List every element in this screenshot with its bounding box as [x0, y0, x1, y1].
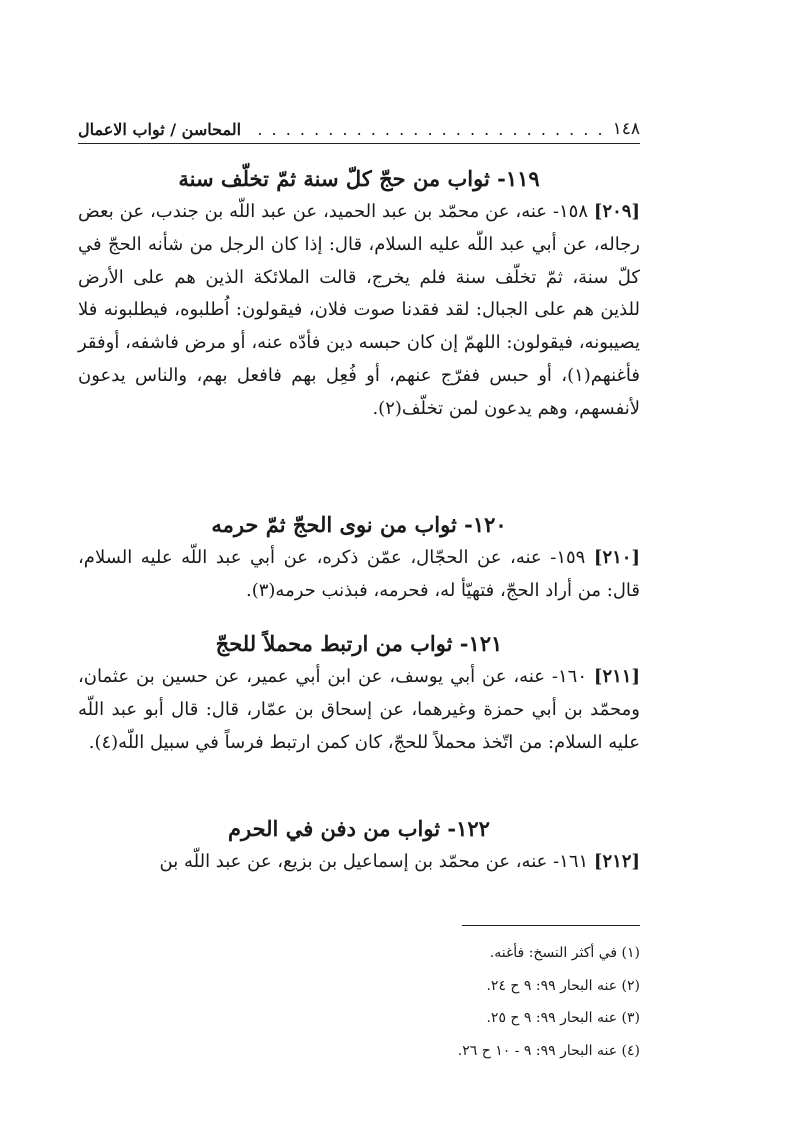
- section-heading: ١١٩- ثواب من حجّ كلّ سنة ثمّ تخلّف سنة: [178, 166, 540, 191]
- section-heading: ١٢٠- ثواب من نوى الحجّ ثمّ حرمه: [211, 512, 507, 537]
- footnote-2: (٢) عنه البحار ٩٩: ٩ ح ٢٤.: [486, 977, 640, 994]
- hadith-text: ١٦٠- عنه، عن أبي يوسف، عن ابن أبي عمير، عن حسين بن عثمان، ومحمّد بن أبي حمزة وغيرهما، عن إسحاق بن عمّار، قال: قال أبو عبد اللّه عليه السلام: من اتّخذ محملاً للحجّ، كان كمن ارتبط فرساً في سبيل اللّه(٤).: [78, 666, 640, 753]
- footnote-4: (٤) عنه البحار ٩٩: ٩ - ١٠ ح ٢٦.: [457, 1042, 640, 1059]
- section-heading: ١٢٢- ثواب من دفن في الحرم: [228, 816, 490, 841]
- running-header: [78, 113, 640, 144]
- hadith-paragraph: [78, 196, 640, 426]
- section-122: [78, 812, 640, 879]
- running-title: المحاسن / ثواب الاعمال: [78, 120, 242, 139]
- section-119: [78, 162, 640, 426]
- footnote-1: (١) في أكثر النسخ: فأغنه.: [489, 945, 640, 961]
- hadith-ref: [٢١١]: [593, 666, 640, 687]
- hadith-paragraph: [78, 542, 640, 608]
- footnotes: [300, 937, 640, 1067]
- hadith-ref: [٢١٠]: [593, 547, 640, 568]
- footnote-3: (٣) عنه البحار ٩٩: ٩ ح ٢٥.: [486, 1010, 640, 1026]
- section-120: [78, 508, 640, 608]
- page-number: ١٤٨: [612, 119, 640, 139]
- section-121: [78, 627, 640, 759]
- hadith-ref: [٢٠٩]: [593, 201, 640, 222]
- hadith-paragraph: [78, 661, 640, 759]
- footnote-separator: [462, 925, 640, 926]
- section-heading: ١٢١- ثواب من ارتبط محملاً للحجّ: [215, 631, 503, 656]
- hadith-text: ١٥٨- عنه، عن محمّد بن عبد الحميد، عن عبد اللّه بن جندب، عن بعض رجاله، عن أبي عبد اللّه عليه السلام، قال: إذا كان الرجل من شأنه الحجّ في كلّ سنة، ثمّ تخلّف سنة فلم يخرج، قالت الملائكة الذين هم على الأرض للذين هم على الجبال: لقد فقدنا صوت فلان، فيقولون: اُطلبوه، فيطلبونه فلا يصيبونه، فيقولون: اللهمّ إن كان حبسه دين فأدّه عنه، أو مرض فاشفه، أوفقر فأغنهم(١)، أو حبس ففرّج عنهم، أو فُعِل بهم فافعل بهم، والناس يدعون لأنفسهم، وهم يدعون لمن تخلّف(٢).: [78, 201, 640, 419]
- hadith-paragraph: [78, 846, 640, 879]
- hadith-text: ١٦١- عنه، عن محمّد بن إسماعيل بن بزيع، عن عبد اللّه بن: [159, 851, 589, 872]
- hadith-ref: [٢١٢]: [593, 851, 640, 872]
- leader-dots: [249, 120, 605, 143]
- hadith-text: ١٥٩- عنه، عن الحجّال، عمّن ذكره، عن أبي عبد اللّه عليه السلام، قال: من أراد الحجّ، فتهيّأ له، فحرمه، فبذنب حرمه(٣).: [78, 547, 640, 601]
